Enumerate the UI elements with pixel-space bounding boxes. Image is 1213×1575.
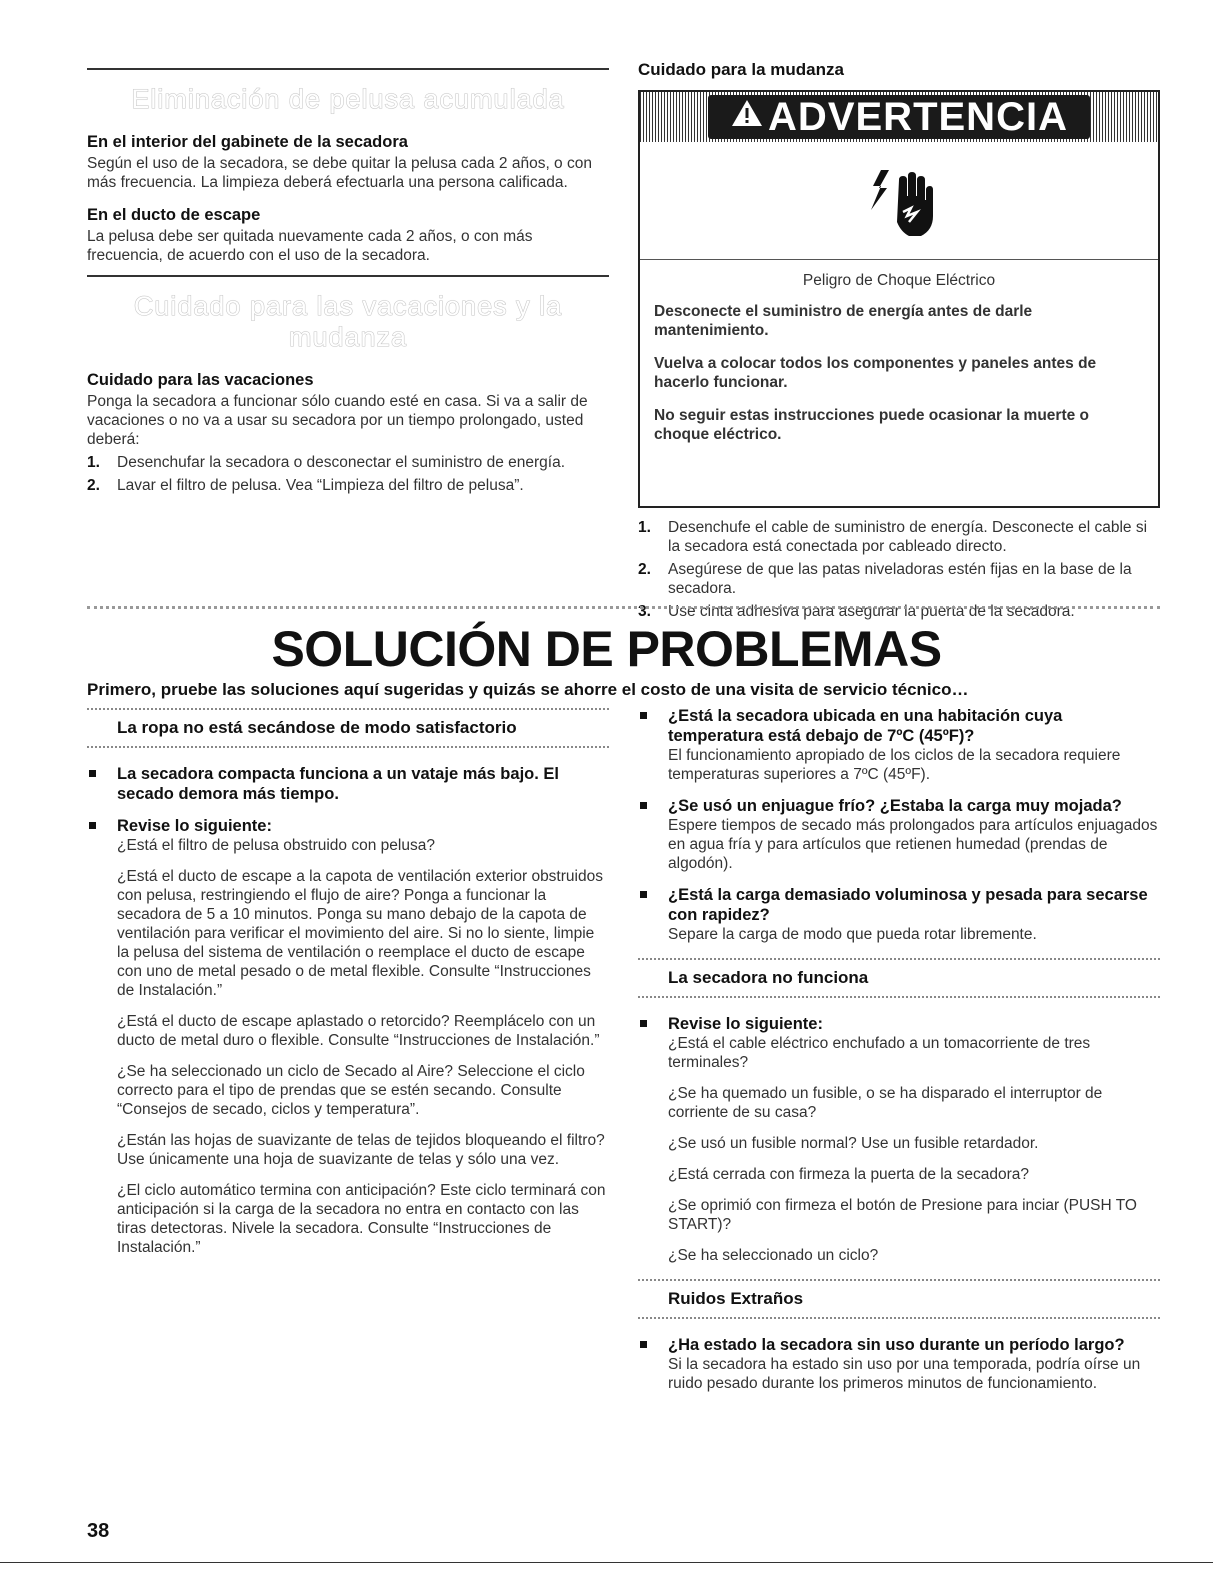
right-top-column (638, 60, 1160, 625)
list-item: 1. Desenchufe el cable de suministro de energía. Desconecte el cable si la secadora está conectada por cableado directo. (638, 519, 1148, 555)
page-number: 38 (87, 1520, 110, 1542)
lint-removal-title: Eliminación de pelusa acumulada (131, 84, 565, 114)
bullet-icon (640, 1341, 647, 1348)
warning-header (640, 92, 1158, 142)
divider (87, 606, 1160, 609)
vacation-heading: Cuidado para las vacaciones (87, 371, 314, 389)
warning-line: Desconecte el suministro de energía antes de darle mantenimiento. (654, 303, 1033, 339)
bullet-icon (640, 802, 647, 809)
list-item: 2. Lavar el filtro de pelusa. Vea “Limpieza del filtro de pelusa”. (87, 477, 524, 494)
bullet-icon (640, 891, 647, 898)
vacation-steps (87, 453, 609, 495)
troubleshooting-left-column (87, 708, 609, 1269)
vacation-moving-title: Cuidado para las vacaciones y la mudanza (133, 291, 563, 352)
bullet-icon (640, 712, 647, 719)
not-drying-heading: La ropa no está secándose de modo satisfactorio (87, 708, 609, 748)
intro-text: Primero, pruebe las soluciones aquí sugeridas y quizás se ahorre el costo de una visita de servicio técnico… (87, 680, 969, 699)
section-rule (87, 68, 609, 70)
list-item: ¿Está la carga demasiado voluminosa y pesada para secarse con rapidez? Separe la carga de modo que pueda rotar libremente. (638, 885, 1160, 944)
list-item: Revise lo siguiente: ¿Está el filtro de pelusa obstruido con pelusa? ¿Está el ducto de escape a la capota de ventilación exterior obstruidos con pelusa, restringiendo el flujo de aire? Ponga a funcionar la secadora de 5 a 10 minutos. Ponga su mano debajo de la capota de ventilación para verificar el movimiento del aire. Si no lo siente, limpie la pelusa del sistema de ventilación o reemplace el ducto de escape con uno de metal pesado o de metal flexible. Consulte “Instrucciones de Instalación.” ¿Está el ducto de escape aplastado o retorcido? Reemplácelo con un ducto de metal duro o flexible. Consulte “Instrucciones de Instalación.” ¿Se ha seleccionado un ciclo de Secado al Aire? Seleccione el ciclo correcto para el tipo de prendas que se estén secando. Consulte “Consejos de secado, ciclos y temperatura”. ¿Están las hojas de suavizante de telas de tejidos bloqueando el filtro? Use únicamente una hoja de suavizante de telas y sólo una vez. ¿El ciclo automático termina con anticipación? Este ciclo terminará con anticipación si la carga de la secadora no entra en contacto con las tiras detectoras. Nivele la secadora. Consulte “Instrucciones de Instalación.” (87, 816, 609, 1257)
vacation-text: Ponga la secadora a funcionar sólo cuando esté en casa. Si va a salir de vacaciones o no va a usar su secadora por un tiempo prolongado, usted deberá: (87, 393, 588, 448)
warning-line: No seguir estas instrucciones puede ocasionar la muerte o choque eléctrico. (654, 407, 1089, 443)
left-top-column (87, 60, 609, 499)
warning-triangle-icon (730, 98, 764, 136)
bullet-icon (89, 770, 96, 777)
divider (0, 1562, 1213, 1563)
list-item: 1. Desenchufar la secadora o desconectar el suministro de energía. (87, 454, 566, 471)
section-rule (87, 275, 609, 277)
list-item: ¿Se usó un enjuague frío? ¿Estaba la carga muy mojada? Espere tiempos de secado más prolongados para artículos enjuagados en agua fría y para artículos que retienen humedad (prendas de algodón). (638, 796, 1160, 873)
noises-heading: Ruidos Extraños (638, 1279, 1160, 1319)
not-working-heading: La secadora no funciona (638, 958, 1160, 998)
list-item: ¿Ha estado la secadora sin uso durante un período largo? Si la secadora ha estado sin uso por una temporada, podría oírse un ruido pesado durante los primeros minutos de funcionamiento. (638, 1335, 1160, 1393)
warning-box (638, 90, 1160, 508)
cabinet-heading: En el interior del gabinete de la secadora (87, 133, 408, 151)
duct-heading: En el ducto de escape (87, 206, 261, 224)
duct-text: La pelusa debe ser quitada nuevamente cada 2 años, o con más frecuencia, de acuerdo con el uso de la secadora. (87, 228, 533, 264)
list-item: ¿Está la secadora ubicada en una habitación cuya temperatura está debajo de 7ºC (45ºF)? El funcionamiento apropiado de los ciclos de la secadora requiere temperaturas superiores a 7ºC (45ºF). (638, 706, 1160, 784)
troubleshooting-right-column (638, 706, 1160, 1405)
warning-title: ADVERTENCIA (768, 94, 1068, 139)
list-item: 3. Use cinta adhesiva para asegurar la puerta de la secadora. (638, 603, 1075, 620)
bullet-icon (89, 822, 96, 829)
list-item: 2. Asegúrese de que las patas niveladoras estén fijas en la base de la secadora. (638, 561, 1132, 597)
bullet-icon (640, 1020, 647, 1027)
list-item: Revise lo siguiente: ¿Está el cable eléctrico enchufado a un tomacorriente de tres terminales? ¿Se ha quemado un fusible, o se ha disparado el interruptor de corriente de su casa? ¿Se usó un fusible normal? Use un fusible retardador. ¿Está cerrada con firmeza la puerta de la secadora? ¿Se oprimió con firmeza el botón de Presione para inciar (PUSH TO START)? ¿Se ha seleccionado un ciclo? (638, 1014, 1160, 1265)
page-title: SOLUCIÓN DE PROBLEMAS (271, 621, 942, 677)
moving-heading: Cuidado para la mudanza (638, 60, 844, 79)
electric-shock-hand-icon (640, 142, 1158, 260)
warning-subtitle: Peligro de Choque Eléctrico (802, 272, 996, 289)
list-item: La secadora compacta funciona a un vataje más bajo. El secado demora más tiempo. (87, 764, 609, 804)
cabinet-text: Según el uso de la secadora, se debe quitar la pelusa cada 2 años, o con más frecuencia. La limpieza deberá efectuarla una persona calificada. (87, 155, 592, 191)
warning-line: Vuelva a colocar todos los componentes y paneles antes de hacerlo funcionar. (654, 355, 1097, 391)
